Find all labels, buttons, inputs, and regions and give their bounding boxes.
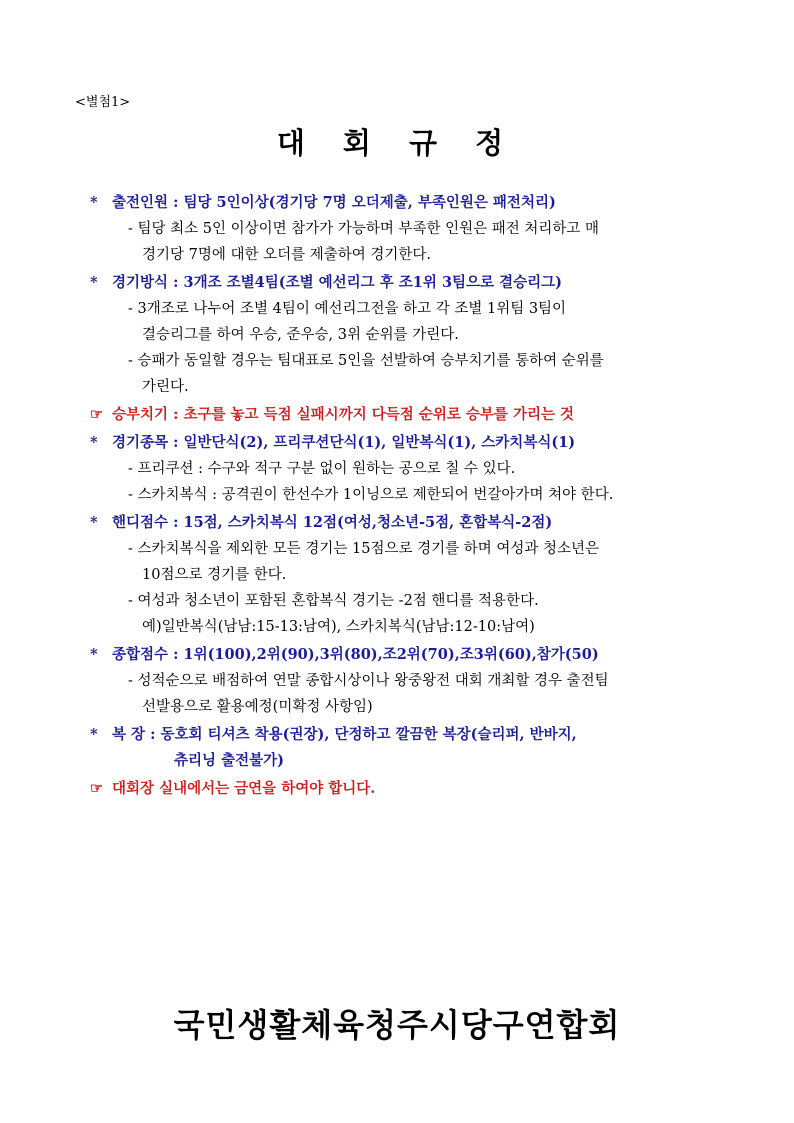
pointing-hand-icon: ☞ bbox=[90, 780, 103, 797]
note-text: 승부치기 : 초구를 놓고 득점 실패시까지 다득점 순위로 승부를 가리는 것 bbox=[112, 406, 575, 423]
rule-detail: 경기당 7명에 대한 오더를 제출하여 경기한다. bbox=[142, 247, 432, 263]
rule-heading-text: 핸디점수 : 15점, 스카치복식 12점(여성,청소년-5점, 혼합복식-2점) bbox=[112, 514, 553, 531]
bullet-icon: * bbox=[90, 434, 98, 451]
rule-heading-continuation: 츄리닝 출전불가) bbox=[174, 752, 284, 769]
rule-heading-text: 출전인원 : 팀당 5인이상(경기당 7명 오더제출, 부족인원은 패전처리) bbox=[112, 194, 556, 211]
pointing-hand-icon: ☞ bbox=[90, 406, 103, 423]
bullet-icon: * bbox=[90, 646, 98, 663]
rule-heading-text: 경기방식 : 3개조 조별4팀(조별 예선리그 후 조1위 3팀으로 결승리그) bbox=[112, 274, 562, 291]
bullet-icon: * bbox=[90, 194, 98, 211]
rule-detail: 예)일반복식(남남:15-13:남여), 스카치복식(남남:12-10:남여) bbox=[142, 619, 535, 635]
rule-heading-dress bbox=[90, 722, 770, 748]
rule-heading-text: 복 장 : 동호회 티셔츠 착용(권장), 단정하고 깔끔한 복장(슬리퍼, 반바지, bbox=[112, 726, 577, 743]
rule-detail: 가린다. bbox=[142, 379, 189, 395]
rule-detail: - 승패가 동일할 경우는 팀대표로 5인을 선발하여 승부치기를 통하여 순위를 bbox=[128, 353, 604, 369]
rule-heading-format bbox=[90, 270, 770, 296]
rule-detail: 10점으로 경기를 한다. bbox=[142, 567, 287, 583]
rule-detail: - 팀당 최소 5인 이상이면 참가가 가능하며 부족한 인원은 패전 처리하고 매 bbox=[128, 221, 600, 237]
rule-detail: - 스카치복식을 제외한 모든 경기는 15점으로 경기를 하며 여성과 청소년은 bbox=[128, 541, 600, 557]
rule-heading-handicap bbox=[90, 510, 770, 536]
annex-label: <별첨1> bbox=[75, 95, 131, 110]
note-no-smoking bbox=[90, 776, 770, 802]
rule-detail: - 성적순으로 배점하여 연말 종합시상이나 왕중왕전 대회 개최할 경우 출전팀 bbox=[128, 673, 609, 689]
bullet-icon: * bbox=[90, 274, 98, 291]
organization-name: 국민생활체육청주시당구연합회 bbox=[173, 1006, 621, 1044]
bullet-icon: * bbox=[90, 514, 98, 531]
rule-detail: 결승리그를 하여 우승, 준우승, 3위 순위를 가린다. bbox=[142, 327, 459, 343]
rule-heading-events bbox=[90, 430, 770, 456]
note-text: 대회장 실내에서는 금연을 하여야 합니다. bbox=[112, 780, 376, 797]
rule-heading-text: 경기종목 : 일반단식(2), 프리쿠션단식(1), 일반복식(1), 스카치복식(1) bbox=[112, 434, 576, 451]
rule-detail: - 스카치복식 : 공격권이 한선수가 1이닝으로 제한되어 번갈아가며 쳐야 한다. bbox=[128, 487, 614, 503]
rule-detail: - 3개조로 나누어 조별 4팀이 예선리그전을 하고 각 조별 1위팀 3팀이 bbox=[128, 301, 567, 317]
note-tiebreak bbox=[90, 402, 770, 428]
bullet-icon: * bbox=[90, 726, 98, 743]
rule-detail: - 여성과 청소년이 포함된 혼합복식 경기는 -2점 핸디를 적용한다. bbox=[128, 593, 539, 609]
rule-detail: - 프리쿠션 : 수구와 적구 구분 없이 원하는 공으로 칠 수 있다. bbox=[128, 461, 516, 477]
rule-detail: 선발용으로 활용예정(미확정 사항임) bbox=[142, 699, 373, 715]
rule-heading-text: 종합점수 : 1위(100),2위(90),3위(80),조2위(70),조3위(60),참가(50) bbox=[112, 646, 599, 663]
rule-heading-points bbox=[90, 642, 770, 668]
rule-heading-entry bbox=[90, 190, 770, 216]
rules-section bbox=[90, 190, 770, 802]
page-title: 대 회 규 정 bbox=[276, 126, 518, 160]
